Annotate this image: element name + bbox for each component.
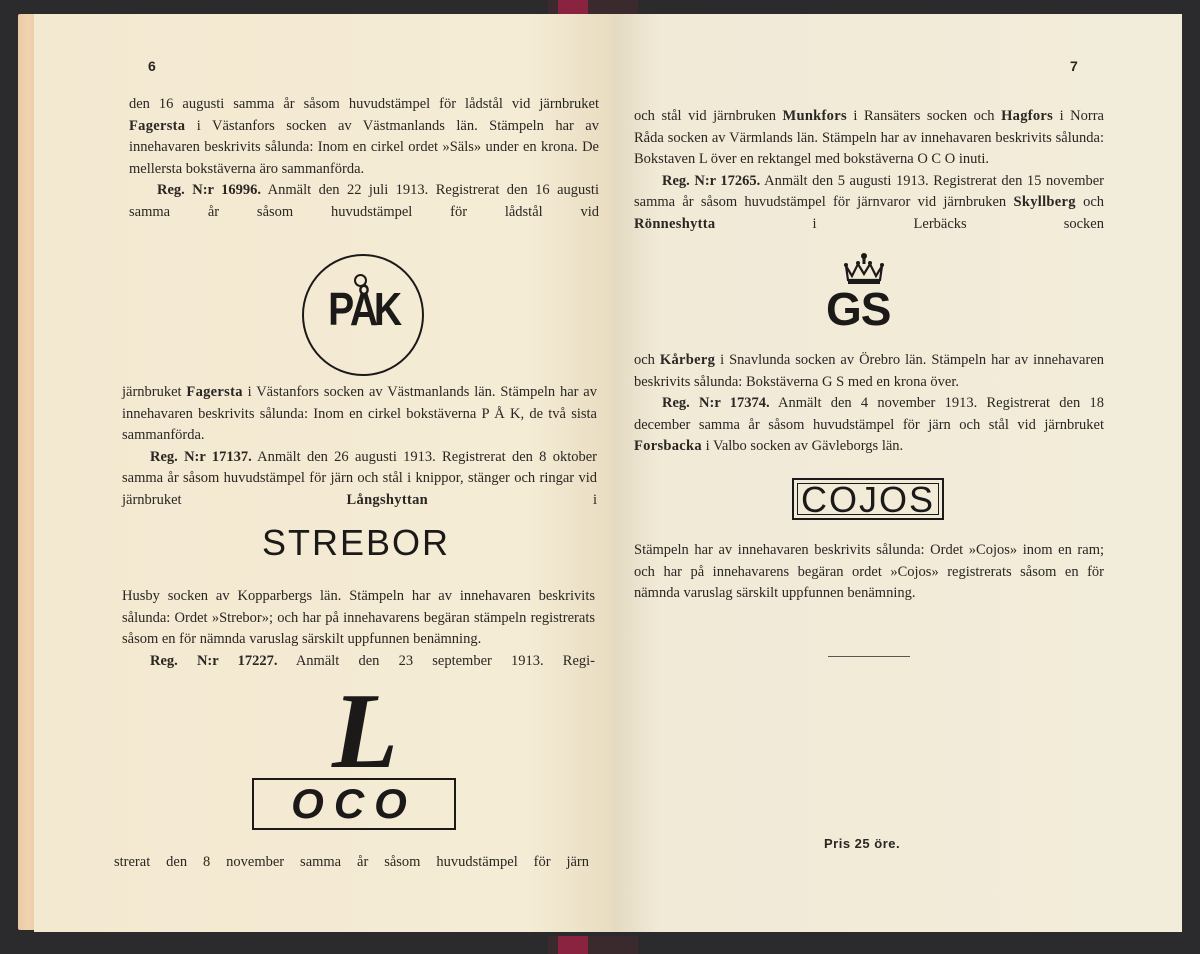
registration-number: Reg. N:r 16996.	[157, 182, 262, 198]
text: i	[428, 491, 597, 508]
text-block	[634, 106, 1104, 235]
text: och	[634, 352, 660, 368]
stamp-oco-box: OCO	[252, 778, 456, 830]
text: järnbruket	[122, 384, 187, 400]
divider	[828, 656, 910, 657]
text: Anmält den 4 november 1913. Registrerat den 18 december samma år såsom huvudstämpel för järn och stål vid järnbruket	[634, 395, 1104, 433]
stamp-cojos-box: COJOS	[792, 478, 944, 520]
page-number: 6	[148, 58, 156, 74]
crown-icon	[842, 252, 886, 286]
text: i Snavlunda socken av Örebro län. Stämpeln har av innehavaren beskrivits sålunda: Bokstäverna G S med en krona över.	[634, 352, 1105, 390]
paragraph: strerat den 8 november samma år såsom huvudstämpel för järn	[114, 854, 589, 870]
stamp-strebor: STREBOR	[262, 522, 451, 563]
price-note: Pris 25 öre.	[824, 836, 901, 851]
text: i Ransäters socken och	[846, 108, 1002, 124]
place-name: Skyllberg	[1013, 194, 1076, 210]
place-name: Långshyttan	[346, 491, 429, 508]
text-block	[129, 94, 599, 223]
text-block	[122, 382, 597, 511]
text-block	[122, 586, 595, 672]
registration-number: Reg. N:r 17374.	[662, 395, 770, 411]
text: i Valbo socken av Gävleborgs län.	[701, 438, 904, 454]
right-page	[614, 14, 1182, 932]
registration-number: Reg. N:r 17227.	[150, 652, 278, 669]
text-block	[634, 540, 1104, 605]
stamp-loco-letter: L	[332, 672, 398, 791]
stamp-pak-circle	[302, 254, 424, 376]
registration-number: Reg. N:r 17265.	[662, 172, 761, 189]
place-name: Hagfors	[1001, 108, 1054, 124]
place-name: Rönneshytta	[634, 215, 716, 232]
text: den 16 augusti samma år såsom huvudstämpel för lådstål vid järnbruket	[129, 96, 599, 112]
paragraph	[122, 651, 595, 673]
paragraph	[122, 382, 597, 447]
left-page	[34, 14, 614, 932]
place-name: Kårberg	[659, 352, 716, 368]
text: i Norra Råda socken av Värmlands län. Stämpeln har av innehavaren beskrivits sålunda: Bokstaven L över en rektangel med bokstäverna O C O inuti.	[634, 108, 1104, 167]
text: i Västanfors socken av Västmanlands län. Stämpeln har av innehavaren beskrivits sålunda: Inom en cirkel ordet »Säls» under en krona. De mellersta bokstäverna äro sammanförda.	[129, 117, 599, 177]
text: och stål vid järnbruken	[634, 108, 783, 124]
paragraph	[129, 94, 599, 180]
paragraph	[634, 393, 1104, 458]
text-block	[114, 852, 589, 874]
text: i Västanfors socken av Västmanlands län. Stämpeln har av innehavaren beskrivits sålunda: Inom en cirkel bokstäverna P Å K, de två sista sammanförda.	[122, 384, 597, 443]
stamp-text: PÅK	[328, 283, 398, 335]
registration-number: Reg. N:r 17137.	[150, 448, 252, 465]
paragraph	[634, 106, 1104, 171]
paragraph	[129, 180, 599, 223]
text: och	[1075, 194, 1105, 210]
paragraph	[122, 447, 597, 512]
text: Anmält den 22 juli 1913. Registrerat den 16 augusti samma år såsom huvudstämpel för lådstål vid	[129, 182, 599, 220]
page-number: 7	[1070, 58, 1078, 74]
paragraph: Husby socken av Kopparbergs län. Stämpeln har av innehavaren beskrivits sålunda: Ordet »Strebor»; och har på innehavarens begäran stämpeln registrerats såsom en för nämnda varuslag särskilt uppfunnen benämning.	[122, 588, 595, 647]
place-name: Forsbacka	[634, 438, 702, 454]
text-block	[634, 350, 1104, 458]
paragraph	[634, 171, 1104, 236]
paragraph: Stämpeln har av innehavaren beskrivits sålunda: Ordet »Cojos» inom en ram; och har på innehavarens begäran ordet »Cojos» registrerats såsom en för nämnda varuslag särskilt uppfunnen benämning.	[634, 542, 1104, 601]
stamp-gs: GS	[826, 283, 891, 335]
text: Anmält den 26 augusti 1913. Registrerat den 8 oktober samma år såsom huvudstämpel för järn och stål i knippor, stänger och ringar vid järnbruket	[122, 448, 597, 508]
place-name: Fagersta	[186, 384, 243, 400]
place-name: Munkfors	[782, 108, 847, 124]
place-name: Fagersta	[129, 117, 186, 134]
text: Anmält den 5 augusti 1913. Registrerat den 15 november samma år såsom huvudstämpel för järnvaror vid järnbruken	[634, 172, 1104, 210]
text: Anmält den 23 september 1913. Regi-	[277, 652, 595, 669]
book-spine-bottom	[548, 936, 638, 954]
paragraph	[634, 350, 1104, 393]
text: i Lerbäcks socken	[715, 215, 1104, 232]
